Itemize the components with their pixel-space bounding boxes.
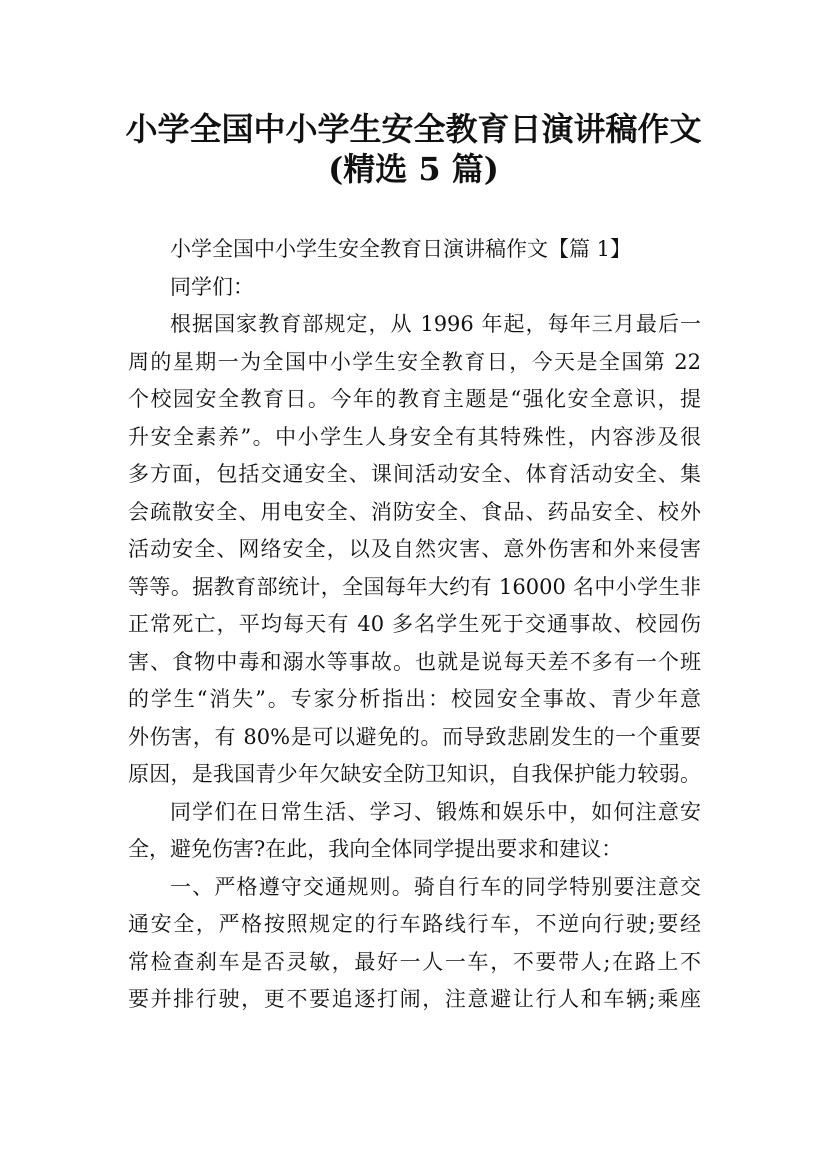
section-heading: 小学全国中小学生安全教育日演讲稿作文【篇 1】 [170,237,632,261]
paragraph-line: 通安全，严格按照规定的行车路线行车，不逆向行驶;要经 [128,912,701,936]
paragraph-line: 活动安全、网络安全，以及自然灾害、意外伤害和外来侵害 [128,537,701,561]
paragraph-line: 原因，是我国青少年欠缺安全防卫知识，自我保护能力较弱。 [128,762,701,786]
paragraph-line: 一、严格遵守交通规则。骑自行车的同学特别要注意交 [170,874,701,899]
paragraph-line: 会疏散安全、用电安全、消防安全、食品、药品安全、校外 [128,499,701,524]
paragraph-line: 升安全素养”。中小学生人身安全有其特殊性，内容涉及很 [128,424,701,449]
paragraph-line: 同学们在日常生活、学习、锻炼和娱乐中，如何注意安 [170,799,701,824]
paragraph-line: 外伤害，有 80%是可以避免的。而导致悲剧发生的一个重要 [128,724,701,749]
paragraph-line: 要并排行驶，更不要追逐打闹，注意避让行人和车辆;乘座 [128,987,701,1011]
paragraph-line: 多方面，包括交通安全、课间活动安全、体育活动安全、集 [128,462,701,486]
paragraph-line: 常检查刹车是否灵敏，最好一人一车，不要带人;在路上不 [128,949,701,974]
greeting: 同学们： [170,274,254,299]
paragraph-line: 全，避免伤害?在此，我向全体同学提出要求和建议： [128,837,623,861]
paragraph-line: 的学生“消失”。专家分析指出：校园安全事故、青少年意 [128,687,701,711]
paragraph-line: 正常死亡，平均每天有 40 多名学生死于交通事故、校园伤 [128,612,701,636]
document-title-line-1: 小学全国中小学生安全教育日演讲稿作文 [125,110,702,148]
paragraph-line: 等等。据教育部统计，全国每年大约有 16000 名中小学生非 [128,574,701,599]
paragraph-line: 害、食物中毒和溺水等事故。也就是说每天差不多有一个班 [128,649,701,674]
paragraph-line: 个校园安全教育日。今年的教育主题是“强化安全意识，提 [128,387,701,411]
paragraph-line: 根据国家教育部规定，从 1996 年起，每年三月最后一 [170,312,701,336]
document-body [128,231,701,1019]
paragraph-line: 周的星期一为全国中小学生安全教育日，今天是全国第 22 [128,349,701,374]
document-title-line-2: (精选 5 篇) [328,150,499,188]
